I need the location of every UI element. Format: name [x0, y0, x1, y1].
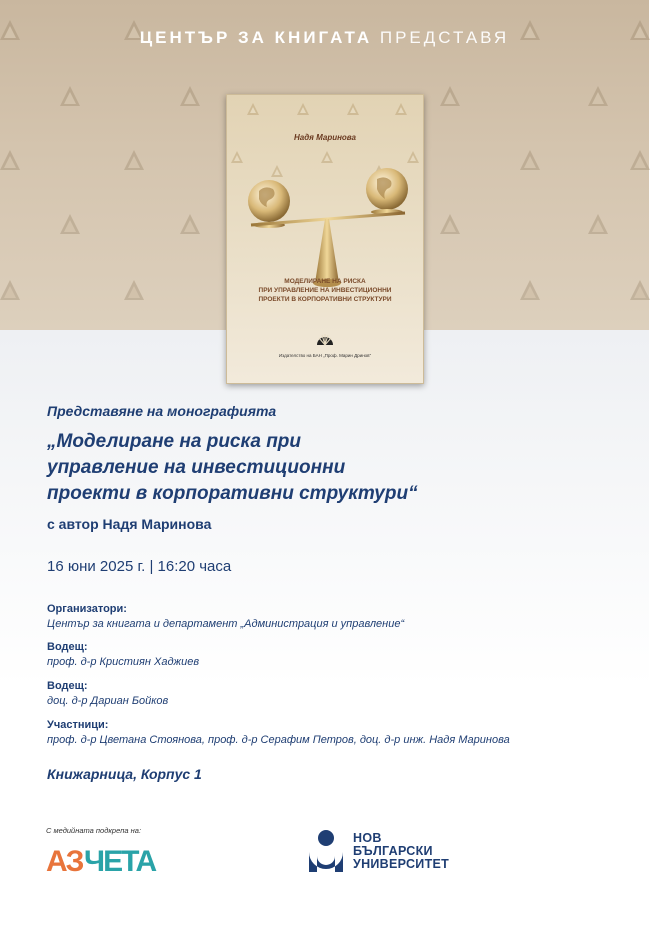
book-title-line: ПРИ УПРАВЛЕНИЕ НА ИНВЕСТИЦИОННИ [258, 287, 392, 294]
svg-text:АЗ: АЗ [46, 845, 83, 878]
host-label-2: Водещ: [47, 680, 88, 692]
triangle-pattern-icon [588, 214, 608, 234]
triangle-pattern-icon [60, 214, 80, 234]
nbu-line: БЪЛГАРСКИ [353, 844, 433, 858]
triangle-pattern-icon [520, 150, 540, 170]
book-title-line: МОДЕЛИРАНЕ НА РИСКА [284, 278, 366, 285]
triangle-pattern-icon [520, 280, 540, 300]
triangle-pattern-icon [180, 86, 200, 106]
nbu-line: НОВ [353, 831, 382, 845]
book-title-line: ПРОЕКТИ В КОРПОРАТИВНИ СТРУКТУРИ [258, 296, 392, 303]
host-value-2: доц. д-р Дариан Бойков [47, 695, 169, 707]
headline-line: проекти в корпоративни структури“ [47, 483, 418, 504]
header-title-bold: ЦЕНТЪР ЗА КНИГАТА [139, 28, 373, 47]
nbu-line: УНИВЕРСИТЕТ [353, 857, 450, 871]
participants-value: проф. д-р Цветана Стоянова, проф. д-р Серафим Петров, доц. д-р инж. Надя Маринова [47, 734, 510, 746]
azbuki-logo-icon [46, 840, 156, 878]
media-support-caption: С медийната подкрепа на: [46, 826, 142, 835]
organizers-value: Център за книгата и департамент „Администрация и управление“ [47, 618, 405, 630]
book-author: Надя Маринова [294, 133, 356, 142]
triangle-pattern-icon [60, 86, 80, 106]
triangle-pattern-icon [395, 103, 407, 115]
nbu-logo [305, 826, 465, 878]
nbu-wordmark [353, 832, 449, 871]
event-headline [47, 429, 418, 507]
event-date-time: 16 юни 2025 г. | 16:20 часа [47, 558, 232, 575]
headline-line: „Моделиране на риска при [47, 431, 302, 452]
book-cover [226, 94, 424, 384]
publisher-logo-icon [315, 329, 335, 347]
triangle-pattern-icon [630, 280, 650, 300]
triangle-pattern-icon [0, 280, 20, 300]
header-title-light: ПРЕДСТАВЯ [379, 28, 510, 47]
triangle-pattern-icon [440, 86, 460, 106]
triangle-pattern-icon [297, 103, 309, 115]
triangle-pattern-icon [0, 150, 20, 170]
triangle-pattern-icon [347, 103, 359, 115]
triangle-pattern-icon [588, 86, 608, 106]
organizers-label: Организатори: [47, 603, 127, 615]
host-label: Водещ: [47, 641, 88, 653]
triangle-pattern-icon [440, 214, 460, 234]
triangle-pattern-icon [124, 150, 144, 170]
venue: Книжарница, Корпус 1 [47, 766, 202, 782]
azbuki-logo [46, 840, 156, 878]
svg-text:ЧЕТА: ЧЕТА [84, 845, 156, 878]
triangle-pattern-icon [247, 103, 259, 115]
host-value: проф. д-р Кристиян Хаджиев [47, 656, 200, 668]
headline-line: управление на инвестиционни [47, 457, 346, 478]
header-title [0, 28, 649, 48]
triangle-pattern-icon [630, 150, 650, 170]
book-title [237, 277, 413, 304]
globe-left-icon [248, 180, 290, 222]
event-author: с автор Надя Маринова [47, 516, 212, 532]
triangle-pattern-icon [180, 214, 200, 234]
participants-label: Участници: [47, 719, 109, 731]
triangle-pattern-icon [124, 280, 144, 300]
book-publisher: Издателство на БАН „Проф. Марин Дринов“ [278, 353, 372, 358]
nbu-emblem-icon [305, 826, 347, 876]
event-lead: Представяне на монографията [47, 403, 277, 419]
